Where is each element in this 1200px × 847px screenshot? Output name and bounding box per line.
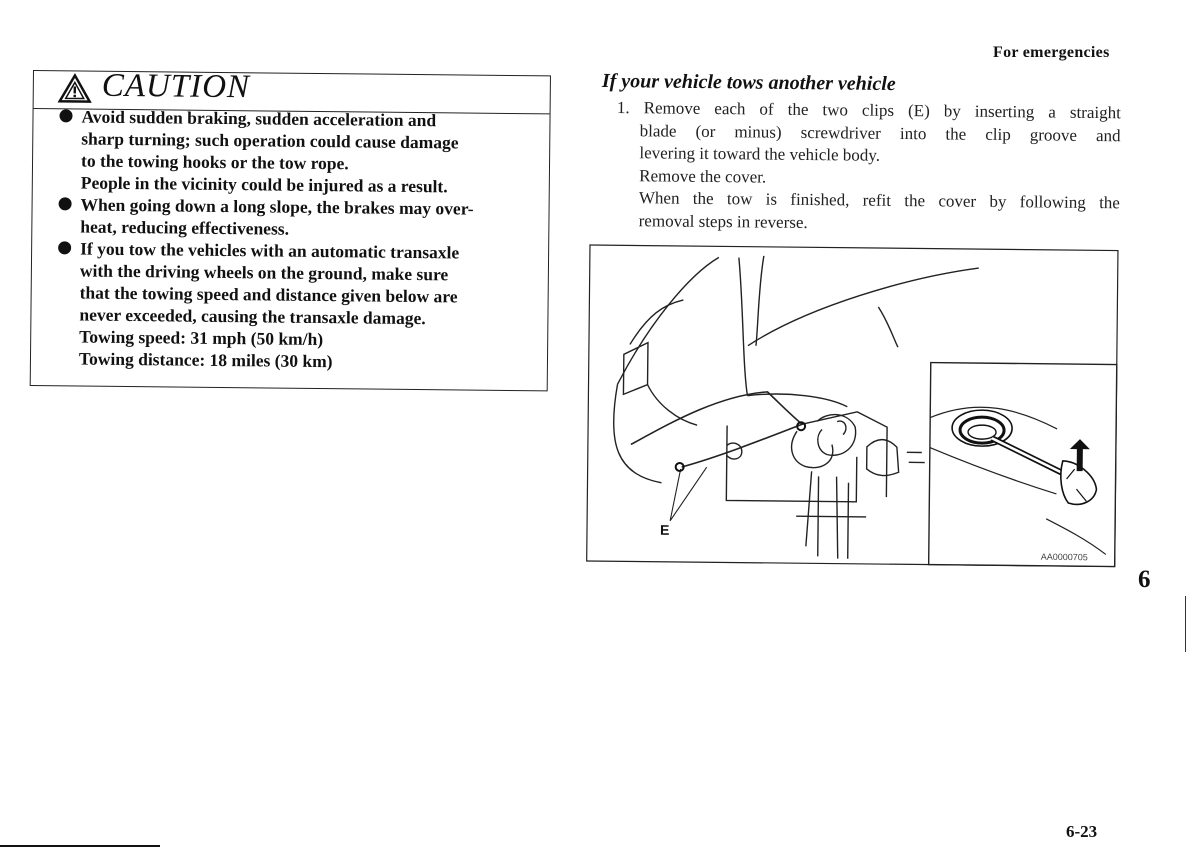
- towing-speed: Towing speed: 31 mph (50 km/h): [79, 326, 324, 350]
- caution-body: [53, 105, 542, 374]
- caution-line: When going down a long slope, the brakes may over-: [80, 194, 474, 219]
- chapter-tab-rule: [1185, 596, 1186, 652]
- caution-line: Avoid sudden braking, sudden acceleration and: [81, 106, 437, 131]
- caution-item-slope: [54, 193, 540, 242]
- caution-line: People in the vicinity could be injured as a result.: [80, 172, 448, 197]
- chapter-number: 6: [1138, 566, 1151, 593]
- step-line: blade (or minus) screwdriver into the clip groove and: [639, 120, 1121, 145]
- caution-line: heat, reducing effectiveness.: [80, 216, 290, 239]
- step-line: levering it toward the vehicle body.: [639, 143, 881, 165]
- section-header-label: For emergencies: [993, 44, 1110, 61]
- caution-line: never exceeded, causing the transaxle damage.: [79, 304, 426, 329]
- inset-detail: [929, 363, 1117, 567]
- warning-triangle-icon: [58, 73, 92, 103]
- refit-line: When the tow is finished, refit the cover by following the: [638, 188, 1121, 213]
- callout-label-e: E: [659, 521, 670, 538]
- page-number: 6-23: [1066, 822, 1098, 841]
- caution-line: to the towing hooks or the tow rope.: [80, 150, 349, 174]
- caution-title: CAUTION: [101, 67, 251, 106]
- caution-line: sharp turning; such operation could cause damage: [81, 128, 459, 153]
- towing-distance: Towing distance: 18 miles (30 km): [78, 348, 333, 372]
- section-title: If your vehicle tows another vehicle: [601, 70, 896, 96]
- remove-cover-text: Remove the cover.: [639, 165, 767, 187]
- figure-code: AA0000705: [1040, 551, 1088, 563]
- step-number: 1.: [616, 97, 630, 118]
- refit-line: removal steps in reverse.: [638, 210, 808, 232]
- caution-item-transaxle: [53, 237, 540, 374]
- caution-line: If you tow the vehicles with an automatic transaxle: [80, 238, 460, 263]
- bullet-icon: [59, 109, 72, 122]
- bullet-icon: [58, 241, 71, 254]
- instructions: [616, 97, 1121, 237]
- tow-hook-cover-figure: [586, 244, 1119, 568]
- bullet-icon: [59, 197, 72, 210]
- caution-line: that the towing speed and distance given below are: [79, 282, 458, 307]
- caution-item-braking: [55, 105, 542, 198]
- caution-line: with the driving wheels on the ground, make sure: [79, 260, 449, 285]
- step-text: Remove each of the two clips (E) by inserting a straight: [643, 98, 1121, 123]
- caution-box: [30, 67, 551, 391]
